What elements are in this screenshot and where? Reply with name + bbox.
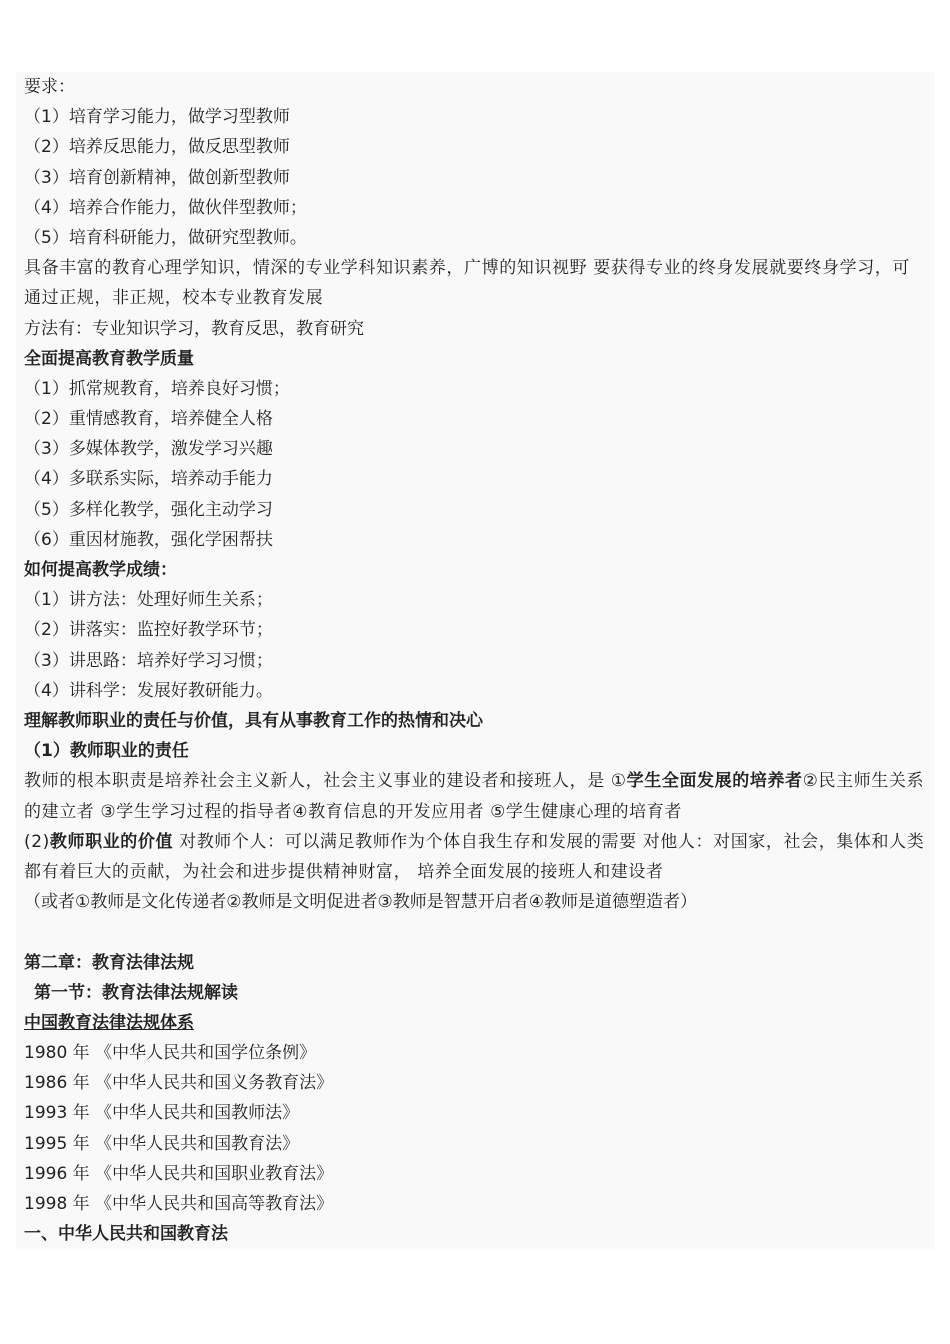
requirements-heading: 要求： bbox=[24, 77, 75, 97]
paragraph-methods: 方法有：专业知识学习，教育反思，教育研究 bbox=[24, 318, 364, 339]
law-item: 1986 年 《中华人民共和国义务教育法》 bbox=[24, 1073, 334, 1094]
list-item: （2）培养反思能力，做反思型教师 bbox=[24, 137, 290, 158]
law-system-title: 中国教育法律法规体系 bbox=[24, 1012, 194, 1033]
law-item: 1995 年 《中华人民共和国教育法》 bbox=[24, 1133, 300, 1154]
paragraph-value-alt: （或者①教师是文化传递者②教师是文明促进者③教师是智慧开启者④教师是道德塑造者） bbox=[24, 892, 697, 913]
section-heading-responsibility: 理解教师职业的责任与价值，具有从事教育工作的热情和决心 bbox=[24, 710, 483, 731]
law-item: 1996 年 《中华人民共和国职业教育法》 bbox=[24, 1163, 334, 1184]
section-heading-scores: 如何提高教学成绩： bbox=[24, 560, 177, 581]
list-item: （2）讲落实：监控好教学环节； bbox=[24, 620, 273, 641]
law-item: 1980 年 《中华人民共和国学位条例》 bbox=[24, 1043, 317, 1064]
law-item: 1998 年 《中华人民共和国高等教育法》 bbox=[24, 1194, 334, 1215]
paragraph-value bbox=[24, 827, 926, 887]
paragraph-knowledge: 具备丰富的教育心理学知识，情深的专业学科知识素养，广博的知识视野 要获得专业的终身发展就要终身学习，可通过正规，非正规，校本专业教育发展 bbox=[24, 258, 911, 309]
list-item: （2）重情感教育，培养健全人格 bbox=[24, 409, 273, 430]
list-item: （1）抓常规教育，培养良好习惯； bbox=[24, 378, 290, 399]
list-item: （4）多联系实际，培养动手能力 bbox=[24, 469, 273, 490]
document-body bbox=[16, 72, 934, 1249]
spacer bbox=[24, 917, 926, 947]
law-subtitle: 一、中华人民共和国教育法 bbox=[24, 1224, 228, 1245]
list-item: （1）培育学习能力，做学习型教师 bbox=[24, 107, 290, 128]
duty-text-rest: ②民主师生关系的建立者 ③学生学习过程的指导者④教育信息的开发应用者 ⑤学生健康心理的培育者 bbox=[24, 771, 925, 822]
duty-bold-text: 学生全面发展的培养者 bbox=[626, 771, 803, 792]
subheading-responsibility: （1）教师职业的责任 bbox=[24, 741, 189, 762]
list-item: （3）培育创新精神，做创新型教师 bbox=[24, 167, 290, 188]
chapter-title: 第二章：教育法律法规 bbox=[24, 952, 194, 973]
list-item: （1）讲方法：处理好师生关系； bbox=[24, 590, 273, 611]
paragraph-duty bbox=[24, 766, 926, 826]
law-item: 1993 年 《中华人民共和国教师法》 bbox=[24, 1103, 300, 1124]
list-item: （3）讲思路：培养好学习习惯； bbox=[24, 650, 273, 671]
list-item: （5）培育科研能力，做研究型教师。 bbox=[24, 227, 307, 248]
value-bold-text: 教师职业的价值 bbox=[49, 831, 174, 852]
duty-text: 教师的根本职责是培养社会主义新人，社会主义事业的建设者和接班人，是 ① bbox=[24, 771, 627, 792]
section-title: 第一节：教育法律法规解读 bbox=[34, 982, 238, 1003]
list-item: （3）多媒体教学，激发学习兴趣 bbox=[24, 439, 273, 460]
list-item: （6）重因材施教，强化学困帮扶 bbox=[24, 529, 273, 550]
value-prefix: (2) bbox=[24, 831, 50, 852]
list-item: （4）讲科学：发展好教研能力。 bbox=[24, 680, 273, 701]
list-item: （5）多样化教学，强化主动学习 bbox=[24, 499, 273, 520]
value-text: 对教师个人：可以满足教师作为个体自我生存和发展的需要 对他人：对国家，社会，集体和人类都有着巨大的贡献，为社会和进步提供精神财富， 培养全面发展的接班人和建设者 bbox=[24, 831, 925, 882]
list-item: （4）培养合作能力，做伙伴型教师； bbox=[24, 197, 307, 218]
section-heading-quality: 全面提高教育教学质量 bbox=[24, 348, 194, 369]
